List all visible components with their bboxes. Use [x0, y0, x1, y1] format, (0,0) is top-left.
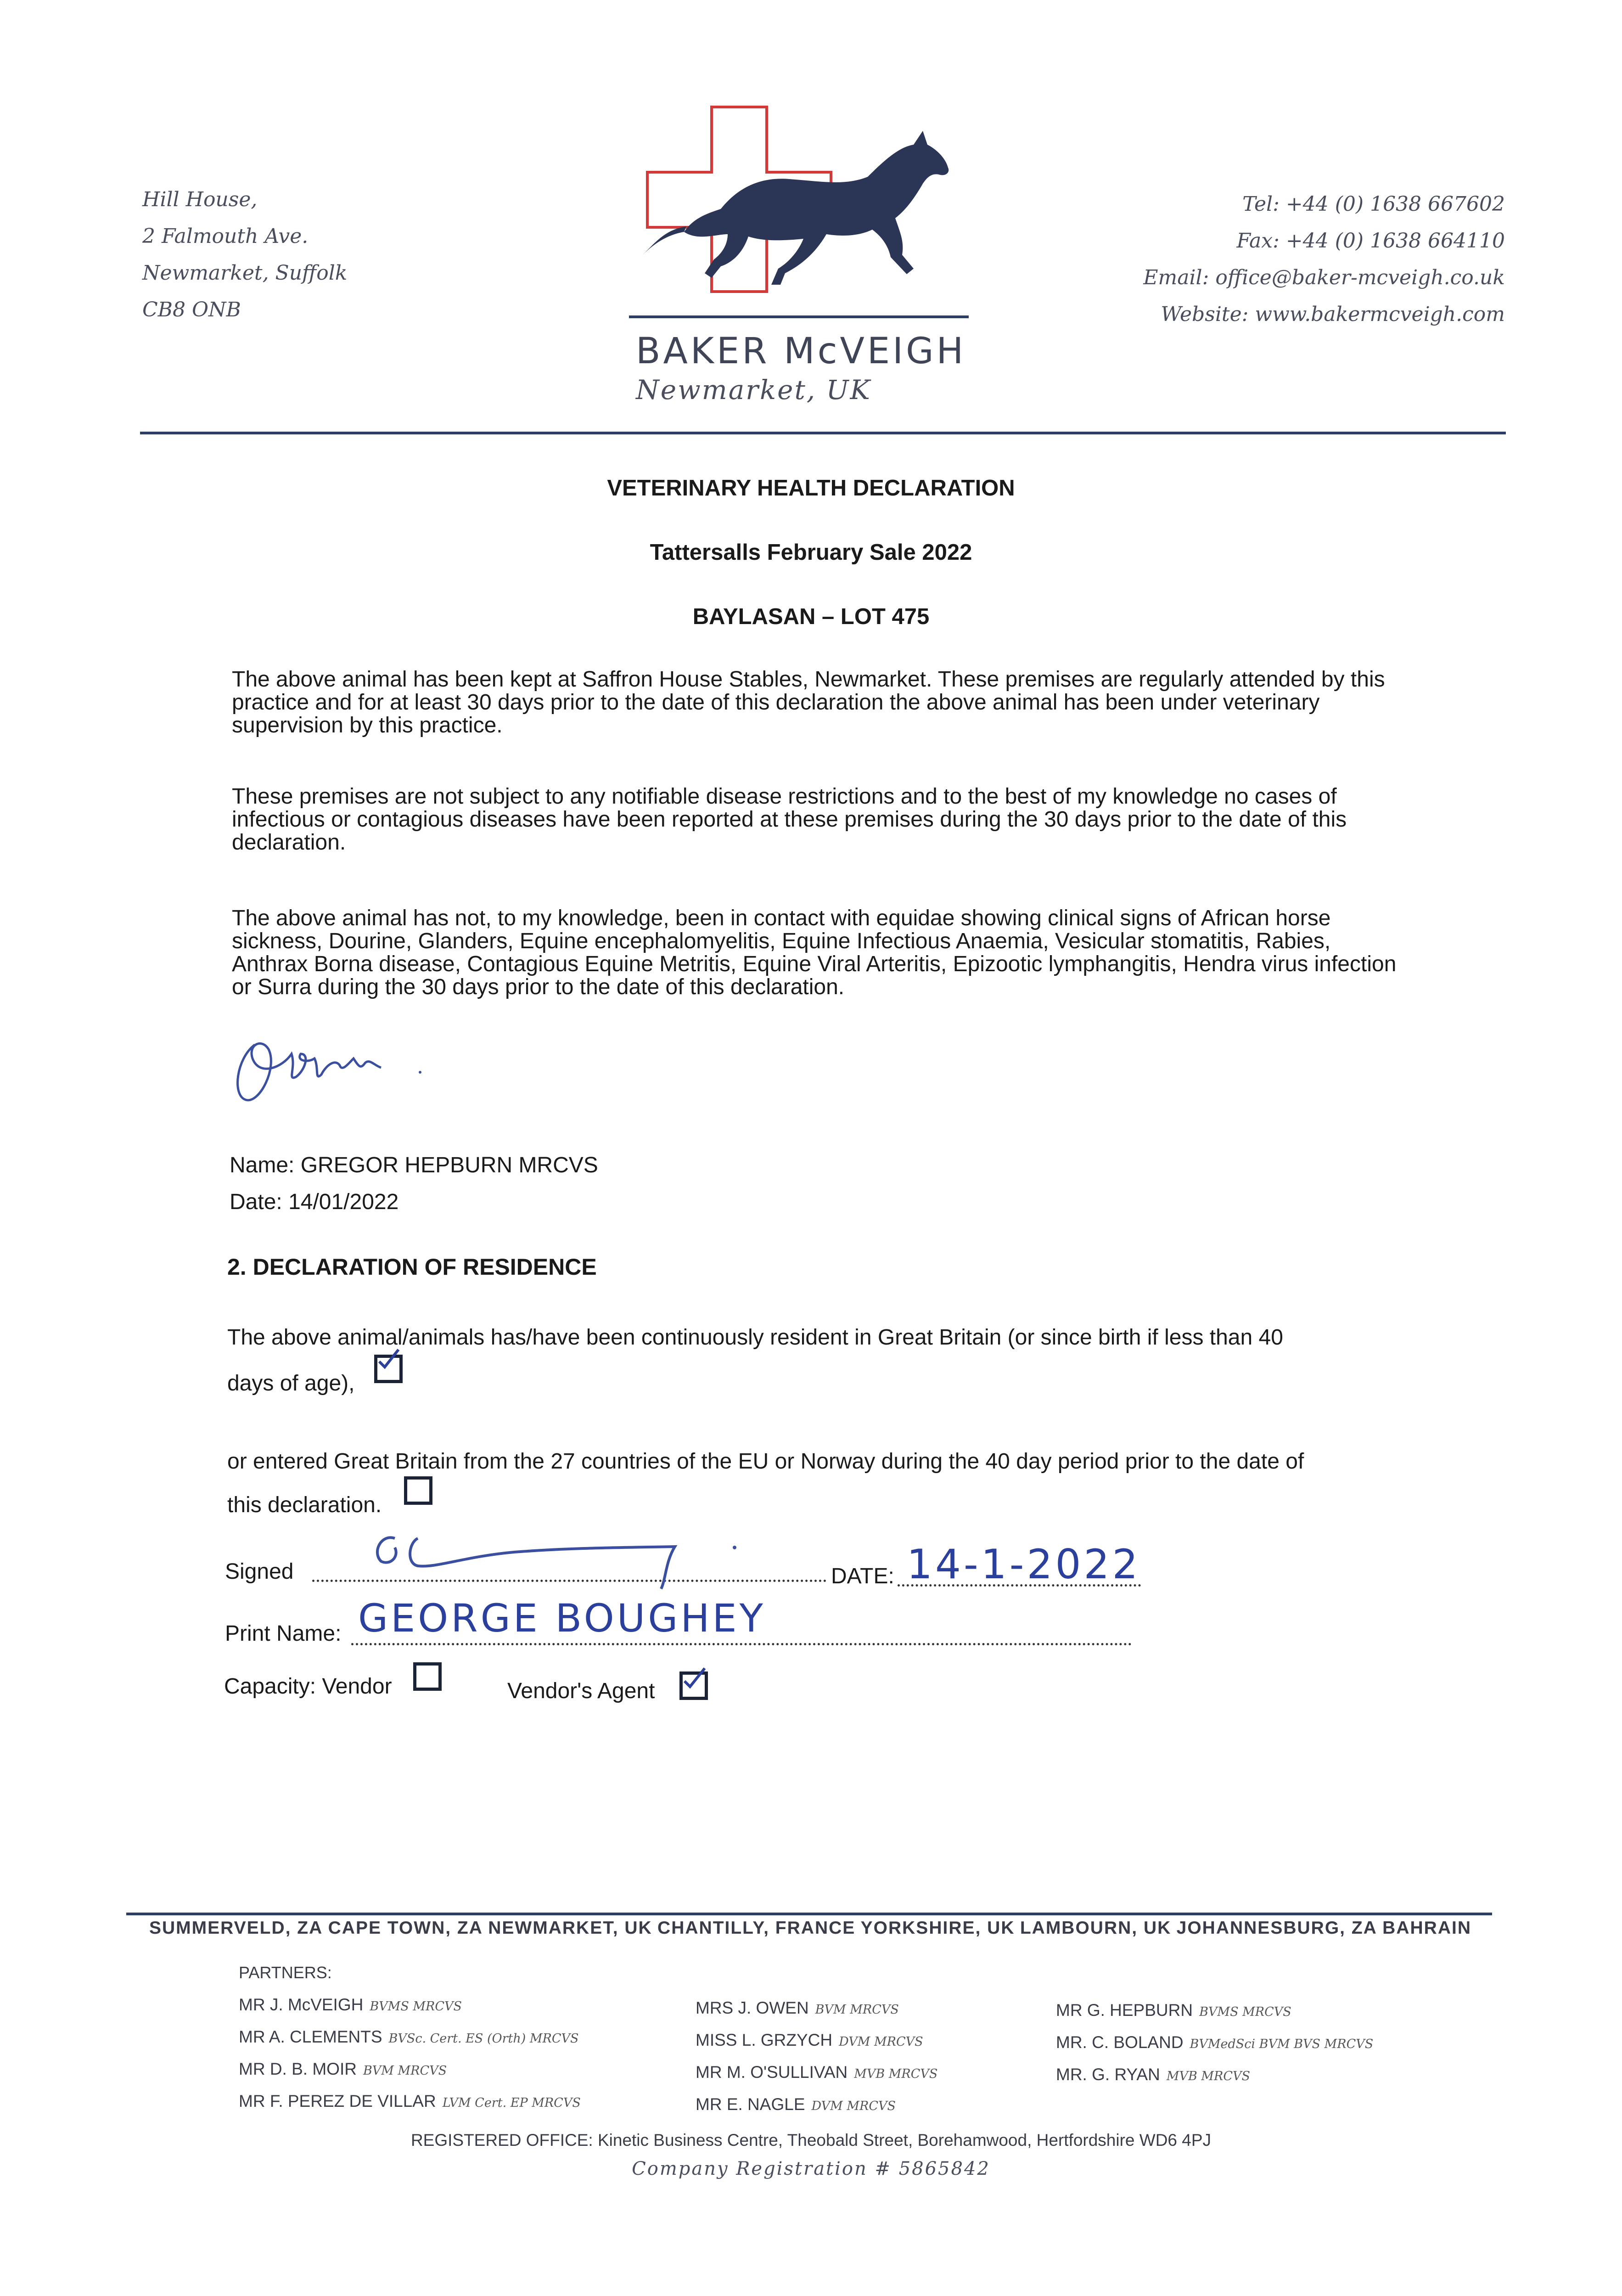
brand-name: BAKER McVEIGH: [636, 331, 966, 372]
partner-entry: MR F. PEREZ DE VILLAR LVM Cert. EP MRCVS: [239, 2092, 581, 2110]
partner-entry: MR G. HEPBURN BVMS MRCVS: [1056, 2001, 1291, 2020]
office-lambourn: LAMBOURN, UK: [1020, 1918, 1172, 1938]
check-mark-icon: [376, 1348, 400, 1373]
sale-title: Tattersalls February Sale 2022: [650, 540, 972, 565]
partner-entry: MISS L. GRZYCH DVM MRCVS: [696, 2031, 923, 2049]
office-chantilly: CHANTILLY, FRANCE: [657, 1918, 856, 1938]
address-line: Hill House,: [142, 188, 258, 211]
vendor-signature-icon: [363, 1520, 776, 1593]
partners-column-1: [239, 1990, 581, 2118]
address-line: 2 Falmouth Ave.: [142, 225, 309, 248]
print-name-label: Print Name:: [225, 1621, 342, 1646]
office-newmarket: NEWMARKET, UK: [488, 1918, 652, 1938]
capacity-vendor-checkbox[interactable]: [413, 1662, 442, 1691]
vet-name: Name: GREGOR HEPBURN MRCVS: [230, 1153, 598, 1177]
vendors-agent-label: Vendor's Agent: [507, 1679, 655, 1703]
office-johannesburg: JOHANNESBURG, ZA: [1176, 1918, 1377, 1938]
office-cape-town: CAPE TOWN, ZA: [328, 1918, 483, 1938]
signed-date-value: 14-1-2022: [907, 1541, 1141, 1588]
partners-heading: PARTNERS:: [239, 1963, 332, 1982]
residence-option1-text-cont: days of age),: [227, 1371, 355, 1396]
brand-location: Newmarket, UK: [636, 374, 871, 405]
contact-fax: Fax: +44 (0) 1638 664110: [1236, 229, 1505, 253]
residence-option1-text: The above animal/animals has/have been continuously resident in Great Britain (or since birth if less than 40: [227, 1325, 1283, 1350]
office-bahrain: BAHRAIN: [1382, 1918, 1471, 1938]
paragraph-contact: The above animal has not, to my knowledge, been in contact with equidae showing clinical signs of African horse sickness, Dourine, Glanders, Equine encephalomyelitis, Equine Infectious Anaemia, Vesicular stomatitis, Rabies, Anthrax Borna disease, Contagious Equine Metritis, Equine Viral Arteritis, Epizootic lymphangitis, Hendra virus infection or Surra during the 30 days prior to the date of this declaration.: [232, 906, 1397, 999]
residence-heading: 2. DECLARATION OF RESIDENCE: [227, 1254, 597, 1280]
contact-email: Email: office@baker-mcveigh.co.uk: [1143, 266, 1505, 289]
partner-entry: MR M. O'SULLIVAN MVB MRCVS: [696, 2063, 938, 2082]
vet-signature-icon: [227, 1026, 443, 1118]
date-label: DATE:: [831, 1564, 894, 1588]
partner-entry: MR E. NAGLE DVM MRCVS: [696, 2095, 896, 2114]
print-name-line[interactable]: [351, 1643, 1132, 1645]
header-divider: [140, 432, 1506, 434]
entered-gb-checkbox[interactable]: [404, 1476, 432, 1505]
partner-entry: MR A. CLEMENTS BVSc. Cert. ES (Orth) MRCVS: [239, 2027, 579, 2046]
check-mark-icon: [681, 1666, 706, 1691]
partner-entry: MR D. B. MOIR BVM MRCVS: [239, 2060, 447, 2078]
residence-option2-text-cont: this declaration.: [227, 1493, 382, 1517]
partner-entry: MRS J. OWEN BVM MRCVS: [696, 1998, 899, 2017]
paragraph-premises: The above animal has been kept at Saffron House Stables, Newmarket. These premises are regularly attended by this practice and for at least 30 days prior to the date of this declaration the above animal has been under veterinary supervision by this practice.: [232, 667, 1385, 737]
company-registration: Company Registration # 5865842: [632, 2158, 990, 2179]
partners-column-3: [1056, 1995, 1373, 2092]
partner-entry: MR. G. RYAN MVB MRCVS: [1056, 2065, 1251, 2084]
contact-block: [1143, 186, 1505, 333]
print-name-value: GEORGE BOUGHEY: [358, 1596, 766, 1641]
capacity-label: Capacity: Vendor: [224, 1674, 392, 1699]
red-cross-horse-icon: [629, 103, 996, 324]
address-block: [142, 181, 347, 328]
declaration-title: VETERINARY HEALTH DECLARATION: [607, 476, 1015, 501]
address-line: Newmarket, Suffolk: [142, 261, 348, 285]
vet-date: Date: 14/01/2022: [230, 1190, 399, 1214]
paragraph-restrictions: These premises are not subject to any notifiable disease restrictions and to the best of my knowledge no cases of infectious or contagious diseases have been reported at these premises during the 30 days prior to the date of this declaration.: [232, 784, 1347, 855]
signed-label: Signed: [225, 1559, 294, 1584]
residence-option2-text: or entered Great Britain from the 27 countries of the EU or Norway during the 40 day period prior to the date of: [227, 1449, 1304, 1474]
resident-checkbox[interactable]: [374, 1355, 403, 1383]
partner-entry: MR J. McVEIGH BVMS MRCVS: [239, 1995, 462, 2014]
office-locations: [149, 1917, 1471, 1938]
contact-website: Website: www.bakermcveigh.com: [1161, 303, 1505, 326]
registered-office: REGISTERED OFFICE: Kinetic Business Centre, Theobald Street, Borehamwood, Hertfordshire WD6 4PJ: [410, 2131, 1212, 2150]
lot-title: BAYLASAN – LOT 475: [692, 604, 930, 629]
office-summerveld: SUMMERVELD, ZA: [149, 1918, 323, 1938]
company-logo: [629, 103, 996, 326]
vendors-agent-checkbox[interactable]: [679, 1671, 708, 1700]
address-line: CB8 ONB: [142, 298, 241, 321]
contact-tel: Tel: +44 (0) 1638 667602: [1242, 192, 1505, 216]
partners-column-2: [696, 1993, 937, 2122]
office-yorkshire: YORKSHIRE, UK: [860, 1918, 1015, 1938]
partner-entry: MR. C. BOLAND BVMedSci BVM BVS MRCVS: [1056, 2033, 1374, 2052]
footer-divider: [126, 1913, 1492, 1915]
